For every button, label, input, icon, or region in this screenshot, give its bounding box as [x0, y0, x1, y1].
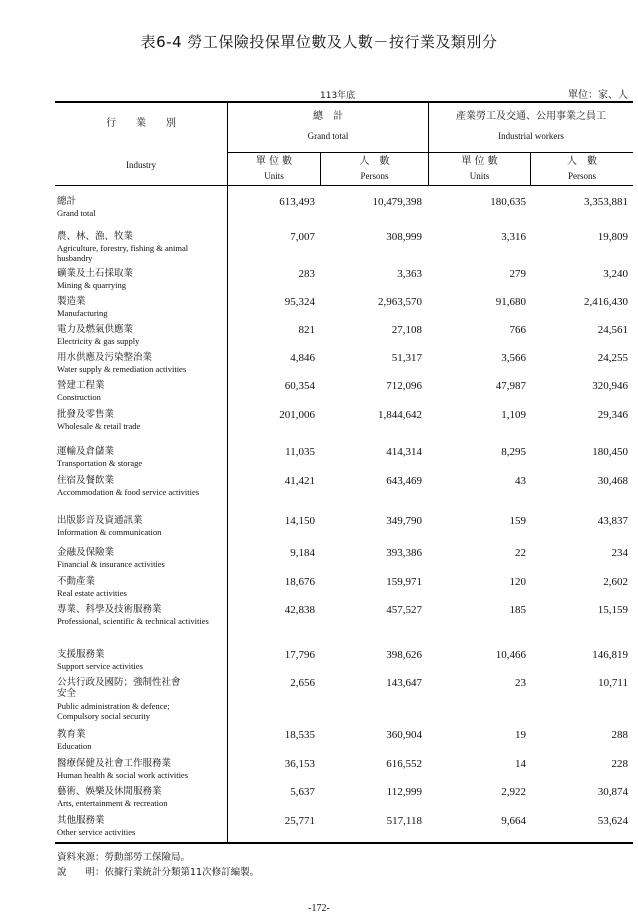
worker-persons-cell: 288 — [611, 729, 628, 741]
header-mid-rule — [228, 152, 633, 153]
worker-units-cell: 279 — [509, 268, 526, 280]
industry-name-zh: 其他服務業 — [57, 815, 105, 826]
total-persons-cell: 1,844,642 — [378, 409, 422, 421]
industry-name-zh: 不動產業 — [57, 576, 96, 587]
total-persons-cell: 398,626 — [386, 649, 422, 661]
industry-name-zh: 礦業及土石採取業 — [57, 268, 134, 279]
table-top-rule — [55, 101, 633, 103]
total-persons-cell: 414,314 — [386, 446, 422, 458]
worker-persons-cell: 53,624 — [597, 815, 628, 827]
industry-name-zh: 電力及燃氣供應業 — [57, 324, 134, 335]
unit-label: 單位：家、人 — [568, 90, 628, 101]
industry-name-zh: 住宿及餐飲業 — [57, 475, 115, 486]
industry-name-zh: 教育業 — [57, 729, 86, 740]
industry-name-en: Electricity & gas supply — [57, 336, 140, 346]
industry-name-zh: 農、林、漁、牧業 — [57, 231, 134, 242]
worker-units-cell: 22 — [515, 547, 526, 559]
worker-persons-cell: 30,468 — [597, 475, 628, 487]
worker-units-cell: 10,466 — [495, 649, 526, 661]
table-title: 表6-4 勞工保險投保單位數及人數－按行業及類別分 — [140, 33, 498, 51]
worker-units-cell: 14 — [515, 758, 526, 770]
industry-name-zh: 用水供應及污染整治業 — [57, 352, 153, 363]
industry-name-en: Other service activities — [57, 827, 136, 837]
worker-units-cell: 23 — [515, 677, 526, 689]
industry-name-zh: 營建工程業 — [57, 380, 105, 391]
worker-persons-cell: 146,819 — [592, 649, 628, 661]
total-units-cell: 18,676 — [284, 576, 315, 588]
table-bottom-rule — [55, 842, 633, 844]
worker-units-cell: 43 — [515, 475, 526, 487]
total-units-cell: 36,153 — [284, 758, 315, 770]
industry-name-en: Support service activities — [57, 661, 143, 671]
industry-name-en: Mining & quarrying — [57, 280, 126, 290]
total-units-cell: 201,006 — [279, 409, 315, 421]
industry-name-en: Construction — [57, 392, 101, 402]
industry-name-en: Accommodation & food service activities — [57, 487, 200, 497]
total-persons-cell: 308,999 — [386, 231, 422, 243]
total-units-cell: 613,493 — [279, 196, 315, 208]
total-persons-cell: 51,317 — [391, 352, 422, 364]
total-persons-cell: 3,363 — [397, 268, 422, 280]
worker-units-cell: 2,922 — [501, 786, 526, 798]
worker-persons-cell: 180,450 — [592, 446, 628, 458]
total-units-cell: 14,150 — [284, 515, 315, 527]
worker-persons-cell: 30,874 — [597, 786, 628, 798]
worker-persons-cell: 2,416,430 — [584, 296, 628, 308]
total-units-cell: 41,421 — [284, 475, 315, 487]
worker-units-cell: 3,566 — [501, 352, 526, 364]
total-persons-cell: 349,790 — [386, 515, 422, 527]
header-persons-zh: 人 數 — [567, 156, 597, 167]
total-units-cell: 25,771 — [284, 815, 315, 827]
total-persons-cell: 27,108 — [391, 324, 422, 336]
worker-persons-cell: 29,346 — [597, 409, 628, 421]
worker-units-cell: 120 — [509, 576, 526, 588]
header-total-zh: 總 計 — [313, 111, 343, 122]
total-units-cell: 4,846 — [290, 352, 315, 364]
industry-name-zh: 藝術、娛樂及休閒服務業 — [57, 786, 162, 797]
header-persons-zh: 人 數 — [359, 156, 390, 167]
total-units-cell: 60,354 — [284, 380, 315, 392]
total-persons-cell: 517,118 — [386, 815, 422, 827]
total-persons-cell: 457,527 — [386, 604, 422, 616]
total-units-cell: 821 — [298, 324, 315, 336]
total-persons-cell: 159,971 — [386, 576, 422, 588]
header-total-en: Grand total — [307, 131, 349, 141]
header-units-zh: 單 位 數 — [461, 156, 498, 167]
industry-name-zh: 醫療保健及社會工作服務業 — [57, 758, 172, 769]
header-industry-zh: 行 業 別 — [106, 118, 176, 129]
worker-units-cell: 180,635 — [490, 196, 526, 208]
total-persons-cell: 112,999 — [386, 786, 422, 798]
total-units-cell: 95,324 — [284, 296, 315, 308]
industry-name-en: Human health & social work activities — [57, 770, 189, 780]
header-workers-zh: 產業勞工及交通、公用事業之員工 — [456, 111, 606, 122]
industry-name-zh: 總計 — [57, 196, 77, 207]
worker-units-cell: 9,664 — [501, 815, 526, 827]
total-units-cell: 2,656 — [290, 677, 315, 689]
worker-persons-cell: 228 — [611, 758, 628, 770]
source-note: 資料來源：勞動部勞工保險局。 — [57, 852, 191, 863]
total-persons-cell: 616,552 — [386, 758, 422, 770]
worker-persons-cell: 234 — [611, 547, 628, 559]
industry-name-en: Manufacturing — [57, 308, 108, 318]
industry-name-zh: 支援服務業 — [57, 649, 105, 660]
worker-persons-cell: 24,255 — [597, 352, 628, 364]
worker-persons-cell: 24,561 — [597, 324, 628, 336]
header-industry-en: Industry — [126, 160, 156, 170]
year-label: 113年底 — [320, 91, 356, 101]
header-persons-en: Persons — [567, 171, 596, 181]
industry-name-zh: 專業、科學及技術服務業 — [57, 604, 162, 615]
worker-persons-cell: 15,159 — [597, 604, 628, 616]
worker-persons-cell: 10,711 — [598, 677, 628, 689]
worker-persons-cell: 3,240 — [603, 268, 628, 280]
worker-units-cell: 159 — [509, 515, 526, 527]
total-units-cell: 9,184 — [290, 547, 315, 559]
worker-persons-cell: 3,353,881 — [584, 196, 628, 208]
total-persons-cell: 712,096 — [386, 380, 422, 392]
industry-name-zh: 公共行政及國防；強制性社會安全 — [57, 677, 181, 699]
worker-persons-cell: 2,602 — [603, 576, 628, 588]
worker-units-cell: 91,680 — [495, 296, 526, 308]
industry-name-en: Public administration & defence; Compulsory social security — [57, 701, 170, 721]
total-units-cell: 18,535 — [284, 729, 315, 741]
industry-name-en: Real estate activities — [57, 588, 127, 598]
total-persons-cell: 10,479,398 — [372, 196, 422, 208]
worker-persons-cell: 320,946 — [592, 380, 628, 392]
worker-units-cell: 8,295 — [501, 446, 526, 458]
industry-name-zh: 運輸及倉儲業 — [57, 446, 115, 457]
header-bottom-rule — [55, 185, 633, 186]
total-persons-cell: 143,647 — [386, 677, 422, 689]
total-units-cell: 42,838 — [284, 604, 315, 616]
industry-name-en: Grand total — [57, 208, 96, 218]
total-units-cell: 17,796 — [284, 649, 315, 661]
industry-name-en: Professional, scientific & technical activities — [57, 616, 209, 626]
page-number: -172- — [308, 903, 330, 914]
industry-name-en: Education — [57, 741, 92, 751]
total-units-cell: 5,637 — [290, 786, 315, 798]
header-workers-en: Industrial workers — [498, 131, 564, 141]
worker-persons-cell: 43,837 — [597, 515, 628, 527]
worker-units-cell: 766 — [509, 324, 526, 336]
total-units-cell: 11,035 — [285, 446, 315, 458]
header-persons-en: Persons — [360, 171, 389, 181]
total-units-cell: 7,007 — [290, 231, 315, 243]
header-units-zh: 單 位 數 — [255, 156, 293, 167]
industry-name-zh: 批發及零售業 — [57, 409, 115, 420]
worker-units-cell: 185 — [509, 604, 526, 616]
total-persons-cell: 643,469 — [386, 475, 422, 487]
total-persons-cell: 393,386 — [386, 547, 422, 559]
industry-name-en: Arts, entertainment & recreation — [57, 798, 168, 808]
header-units-en: Units — [469, 171, 490, 181]
total-units-cell: 283 — [298, 268, 315, 280]
worker-units-cell: 47,987 — [495, 380, 526, 392]
industry-name-en: Transportation & storage — [57, 458, 143, 468]
worker-persons-cell: 19,809 — [597, 231, 628, 243]
industry-name-en: Wholesale & retail trade — [57, 421, 141, 431]
industry-name-zh: 金融及保險業 — [57, 547, 115, 558]
total-persons-cell: 2,963,570 — [378, 296, 422, 308]
industry-name-zh: 製造業 — [57, 296, 86, 307]
industry-name-zh: 出版影音及資通訊業 — [57, 515, 143, 526]
header-units-en: Units — [264, 171, 284, 181]
worker-units-cell: 3,316 — [501, 231, 526, 243]
total-persons-cell: 360,904 — [386, 729, 422, 741]
worker-units-cell: 1,109 — [501, 409, 526, 421]
industry-name-en: Financial & insurance activities — [57, 559, 165, 569]
explanation-note: 說 明：依據行業統計分類第11次修訂編製。 — [57, 867, 260, 878]
industry-name-en: Water supply & remediation activities — [57, 364, 187, 374]
industry-name-en: Agriculture, forestry, fishing & animal husbandry — [57, 243, 189, 263]
industry-name-en: Information & communication — [57, 527, 162, 537]
worker-units-cell: 19 — [515, 729, 526, 741]
